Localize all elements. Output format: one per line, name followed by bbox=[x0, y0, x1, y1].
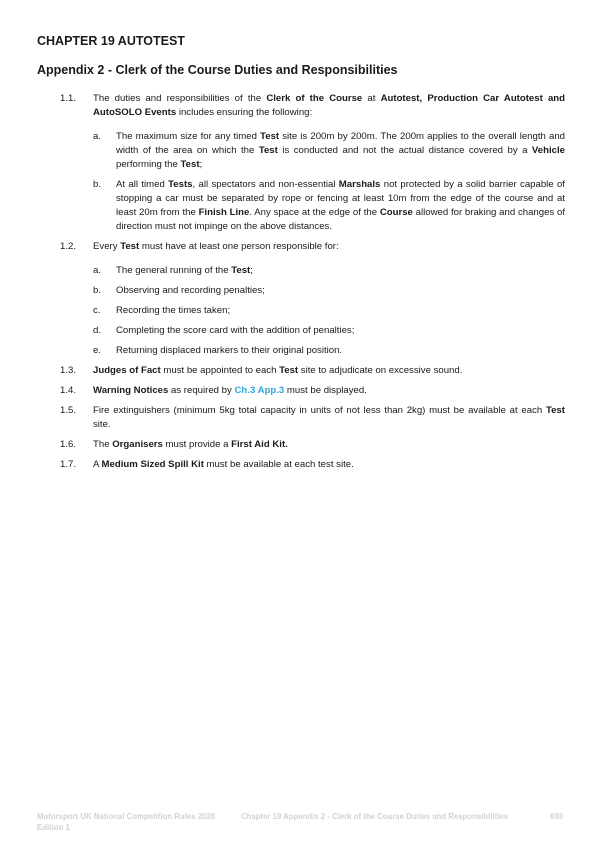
subclause-letter: a. bbox=[93, 265, 102, 276]
footer-page-number: 693 bbox=[550, 812, 564, 821]
clause-number: 1.7. bbox=[60, 459, 77, 470]
clause-number: 1.4. bbox=[60, 385, 77, 396]
clause-text: The Organisers must provide a First Aid Kit. bbox=[93, 439, 288, 450]
subclause-1-1-a bbox=[0, 130, 600, 172]
footer-edition: Edition 1 bbox=[37, 823, 70, 832]
clause-1-1 bbox=[0, 92, 600, 120]
subclause-1-2-d bbox=[0, 324, 600, 338]
clause-1-2 bbox=[0, 240, 600, 254]
subclause-letter: b. bbox=[93, 179, 102, 190]
clause-number: 1.5. bbox=[60, 405, 77, 416]
footer-publication bbox=[37, 811, 215, 833]
subclause-text: Observing and recording penalties; bbox=[116, 285, 265, 296]
subclause-1-1-b bbox=[0, 178, 600, 234]
clause-1-4 bbox=[0, 384, 600, 398]
clause-1-6 bbox=[0, 438, 600, 452]
clause-text: Every Test must have at least one person responsible for: bbox=[93, 241, 339, 252]
footer-section-title: Chapter 19 Appendix 2 - Clerk of the Course Duties and Responsibilities bbox=[241, 812, 509, 821]
clause-text: Judges of Fact must be appointed to each Test site to adjudicate on excessive sound. bbox=[93, 365, 463, 376]
subclause-letter: e. bbox=[93, 345, 102, 356]
chapter-reference-link[interactable]: Ch.3 App.3 bbox=[234, 385, 285, 396]
subclause-1-2-e bbox=[0, 344, 600, 358]
clause-text: The duties and responsibilities of the Clerk of the Course at Autotest, Production Car Autotest and AutoSOLO Events includes ensuring the following: bbox=[93, 93, 566, 118]
clause-1-5 bbox=[0, 404, 600, 432]
clause-text: A Medium Sized Spill Kit must be available at each test site. bbox=[93, 459, 354, 470]
clause-number: 1.2. bbox=[60, 241, 77, 252]
subclause-letter: a. bbox=[93, 131, 102, 142]
clause-text: Fire extinguishers (minimum 5kg total capacity in units of not less than 2kg) must be available at each Test site. bbox=[93, 405, 565, 430]
chapter-title: CHAPTER 19 AUTOTEST bbox=[37, 34, 185, 48]
subclause-text: Returning displaced markers to their original position. bbox=[116, 345, 343, 356]
footer-publication-title: Motorsport UK National Competition Rules 2026 bbox=[37, 812, 216, 821]
clause-text: Warning Notices as required by Ch.3 App.3 must be displayed. bbox=[93, 385, 367, 396]
subclause-1-2-a bbox=[0, 264, 600, 278]
clause-number: 1.1. bbox=[60, 93, 77, 104]
subclause-letter: c. bbox=[93, 305, 101, 316]
subclause-text: The maximum size for any timed Test site is 200m by 200m. The 200m applies to the overall length and width of the area on which the Test is conducted and not the actual distance covered by a Vehicle performing the Test; bbox=[116, 131, 565, 170]
subclause-text: Completing the score card with the addition of penalties; bbox=[116, 325, 355, 336]
clause-1-7 bbox=[0, 458, 600, 472]
subclause-1-2-c bbox=[0, 304, 600, 318]
clause-number: 1.3. bbox=[60, 365, 77, 376]
clause-1-2-subitems bbox=[0, 264, 600, 358]
subclause-text: The general running of the Test; bbox=[116, 265, 253, 276]
subclause-1-2-b bbox=[0, 284, 600, 298]
appendix-title: Appendix 2 - Clerk of the Course Duties and Responsibilities bbox=[37, 63, 398, 77]
clause-1-1-subitems bbox=[0, 130, 600, 234]
subclause-letter: d. bbox=[93, 325, 102, 336]
subclause-letter: b. bbox=[93, 285, 102, 296]
subclause-text: At all timed Tests, all spectators and non-essential Marshals not protected by a solid barrier capable of stopping a car must be separated by rope or fencing at least 10m from the edge of the course and at least 20m from the Finish Line. Any space at the edge of the Course allowed for braking and changes of direction must not impinge on the above distances. bbox=[116, 179, 566, 232]
clause-number: 1.6. bbox=[60, 439, 77, 450]
clause-list bbox=[0, 92, 600, 478]
clause-1-3 bbox=[0, 364, 600, 378]
subclause-text: Recording the times taken; bbox=[116, 305, 231, 316]
